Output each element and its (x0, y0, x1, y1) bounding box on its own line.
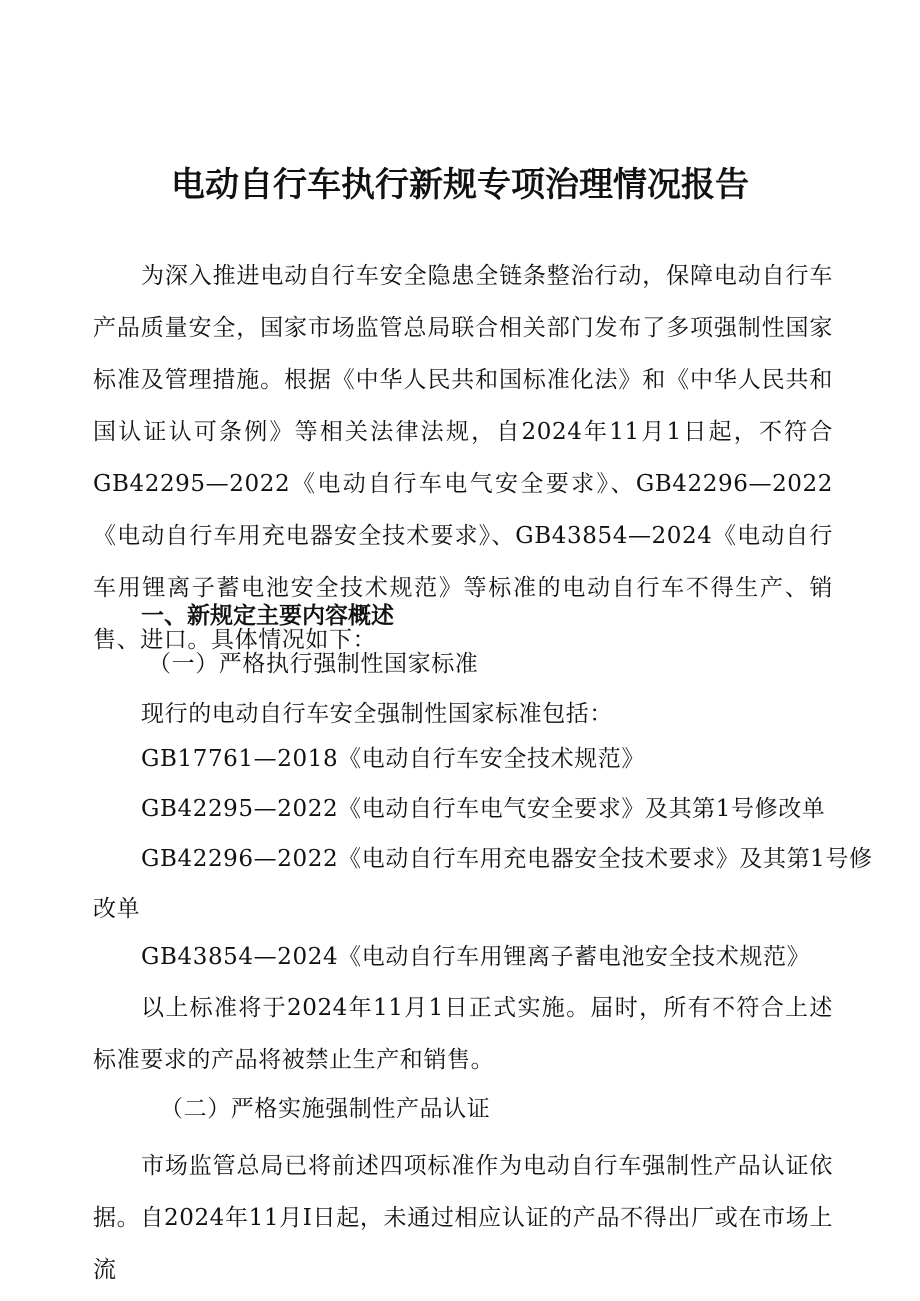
subsection-heading-1: （一）严格执行强制性国家标准 (148, 651, 479, 677)
certification-paragraph: 市场监管总局已将前述四项标准作为电动自行车强制性产品认证依据。自2024年11月I日起，未通过相应认证的产品不得出厂或在市场上流 (93, 1153, 833, 1283)
standard-item-3-line-2: 改单 (93, 896, 141, 922)
standard-item-3-line-1: GB42296—2022《电动自行车用充电器安全技术要求》及其第1号修 (141, 846, 873, 872)
implementation-note: 以上标准将于2024年11月1日正式实施。届时，所有不符合上述标准要求的产品将被禁止生产和销售。 (93, 995, 833, 1073)
section-heading-1: 一、新规定主要内容概述 (141, 603, 394, 629)
standard-item-1: GB17761—2018《电动自行车安全技术规范》 (141, 746, 645, 772)
document-title: 电动自行车执行新规专项治理情况报告 (171, 165, 749, 205)
subsection-heading-2: （二）严格实施强制性产品认证 (160, 1096, 491, 1122)
standard-item-4: GB43854—2024《电动自行车用锂离子蓄电池安全技术规范》 (141, 944, 811, 970)
intro-paragraph: 为深入推进电动自行车安全隐患全链条整治行动，保障电动自行车产品质量安全，国家市场监管总局联合相关部门发布了多项强制性国家标准及管理措施。根据《中华人民共和国标准化法》和《中华人民共和国认证认可条例》等相关法律法规，自2024年11月1日起，不符合GB42295—2022《电动自行车电气安全要求》、GB42296—2022《电动自行车用充电器安全技术要求》、GB43854—2024《电动自行车用锂离子蓄电池安全技术规范》等标准的电动自行车不得生产、销售、进口。具体情况如下： (93, 263, 833, 653)
standards-intro: 现行的电动自行车安全强制性国家标准包括： (141, 701, 613, 727)
standard-item-2: GB42295—2022《电动自行车电气安全要求》及其第1号修改单 (141, 796, 826, 822)
